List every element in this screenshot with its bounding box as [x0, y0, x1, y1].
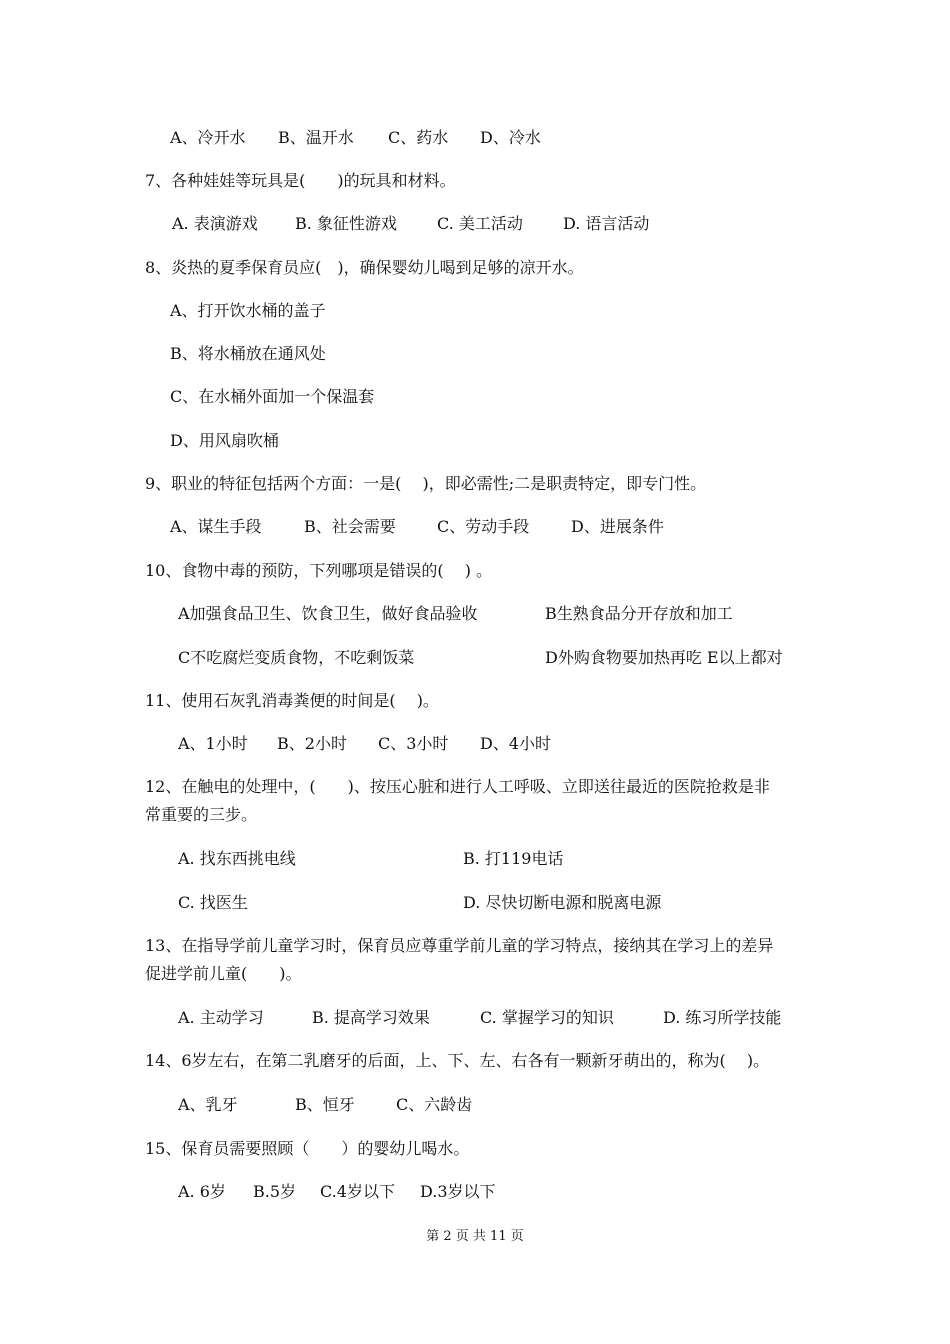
page-number: 第 2 页 共 11 页: [426, 1229, 524, 1244]
q12-option-c: C. 找医生: [178, 893, 248, 912]
q6-option-c: C、药水: [388, 128, 449, 147]
q10-option-a: A加强食品卫生、饮食卫生，做好食品验收: [178, 604, 478, 623]
q15-option-b: B.5岁: [253, 1182, 297, 1201]
q13-stem-line2: 促进学前儿童( )。: [145, 964, 302, 983]
q9-option-d: D、进展条件: [571, 517, 664, 536]
q10-option-d: D外购食物要加热再吃 E以上都对: [545, 648, 783, 667]
q6-option-d: D、冷水: [480, 128, 541, 147]
q8-stem: 8、炎热的夏季保育员应( )，确保婴幼儿喝到足够的凉开水。: [145, 258, 584, 277]
q15-stem: 15、保育员需要照顾（ ）的婴幼儿喝水。: [145, 1139, 470, 1158]
q12-option-d: D. 尽快切断电源和脱离电源: [463, 893, 662, 912]
q9-option-c: C、劳动手段: [437, 517, 530, 536]
q7-stem: 7、各种娃娃等玩具是( )的玩具和材料。: [145, 171, 456, 190]
q8-option-b: B、将水桶放在通风处: [170, 344, 326, 363]
q11-stem: 11、使用石灰乳消毒粪便的时间是( )。: [145, 691, 439, 710]
q12-option-b: B. 打119电话: [463, 849, 564, 868]
q14-stem: 14、6岁左右，在第二乳磨牙的后面，上、下、左、右各有一颗新牙萌出的，称为( )。: [145, 1051, 770, 1070]
q8-option-a: A、打开饮水桶的盖子: [170, 301, 326, 320]
q8-option-c: C、在水桶外面加一个保温套: [170, 387, 375, 406]
q15-option-c: C.4岁以下: [320, 1182, 395, 1201]
q12-option-a: A. 找东西挑电线: [178, 849, 296, 868]
q9-option-a: A、谋生手段: [170, 517, 262, 536]
q6-option-a: A、冷开水: [170, 128, 246, 147]
q13-option-b: B. 提高学习效果: [312, 1008, 430, 1027]
q10-option-c: C不吃腐烂变质食物，不吃剩饭菜: [178, 648, 415, 667]
q13-option-a: A. 主动学习: [178, 1008, 264, 1027]
q11-option-c: C、3小时: [378, 734, 449, 753]
q10-stem: 10、食物中毒的预防，下列哪项是错误的( ) 。: [145, 561, 493, 580]
q7-option-c: C. 美工活动: [437, 214, 523, 233]
q13-stem-line1: 13、在指导学前儿童学习时，保育员应尊重学前儿童的学习特点，接纳其在学习上的差异: [145, 936, 774, 955]
q9-option-b: B、社会需要: [304, 517, 396, 536]
q14-option-b: B、恒牙: [295, 1095, 355, 1114]
q8-option-d: D、用风扇吹桶: [170, 431, 279, 450]
q7-option-a: A. 表演游戏: [172, 214, 258, 233]
q12-stem-line1: 12、在触电的处理中，( )、按压心脏和进行人工呼吸、立即送往最近的医院抢救是非: [145, 777, 770, 796]
q7-option-d: D. 语言活动: [563, 214, 650, 233]
q11-option-b: B、2小时: [277, 734, 347, 753]
q14-option-a: A、乳牙: [178, 1095, 238, 1114]
q6-option-b: B、温开水: [278, 128, 354, 147]
q15-option-a: A. 6岁: [178, 1182, 226, 1201]
q13-option-d: D. 练习所学技能: [663, 1008, 782, 1027]
q14-option-c: C、六龄齿: [396, 1095, 473, 1114]
q13-option-c: C. 掌握学习的知识: [480, 1008, 614, 1027]
q15-option-d: D.3岁以下: [420, 1182, 496, 1201]
q11-option-d: D、4小时: [480, 734, 552, 753]
q7-option-b: B. 象征性游戏: [295, 214, 397, 233]
q11-option-a: A、1小时: [178, 734, 248, 753]
q10-option-b: B生熟食品分开存放和加工: [545, 604, 733, 623]
q12-stem-line2: 常重要的三步。: [145, 805, 258, 824]
q9-stem: 9、职业的特征包括两个方面：一是( )，即必需性;二是职责特定，即专门性。: [145, 474, 707, 493]
